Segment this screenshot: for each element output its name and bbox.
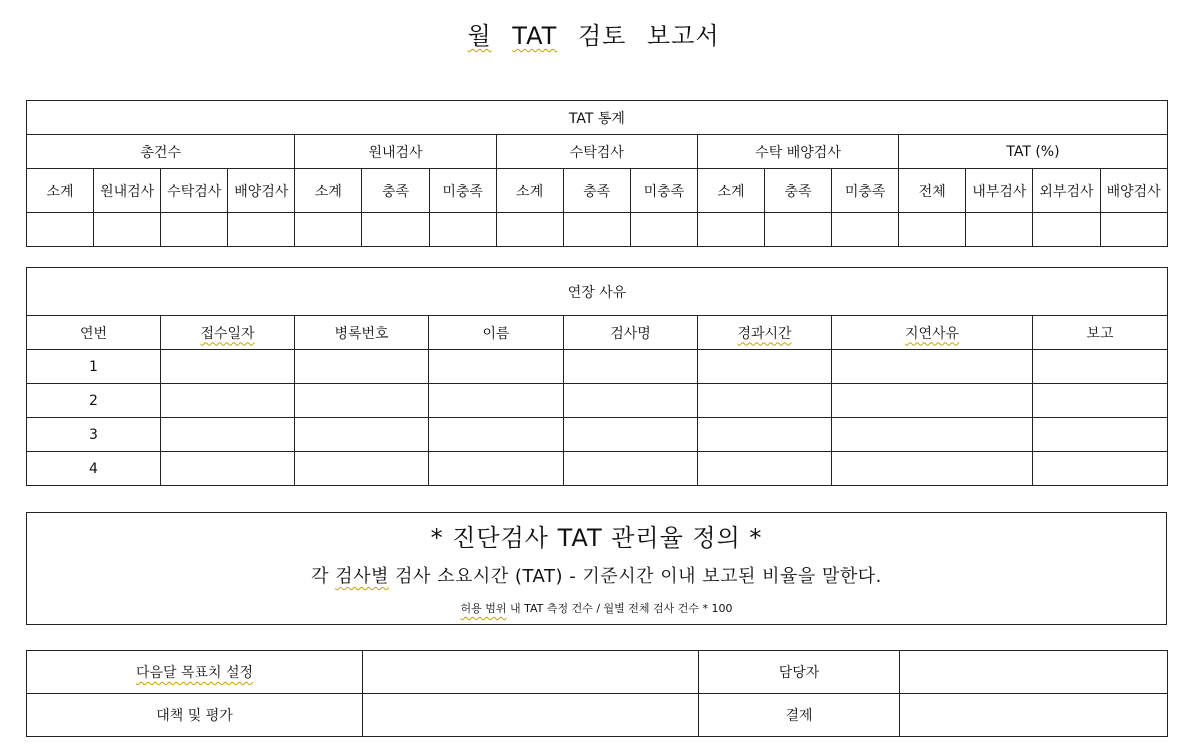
subheader-cell: 원내검사	[94, 169, 161, 213]
table-row	[27, 350, 1168, 384]
table-cell[interactable]	[295, 452, 429, 486]
row-number: 2	[27, 384, 161, 418]
manager-label: 담당자	[699, 651, 900, 694]
delay-reason-table	[26, 267, 1168, 486]
subheader-cell: 소계	[496, 169, 563, 213]
col-serial: 연번	[27, 316, 161, 350]
table-cell[interactable]	[564, 384, 698, 418]
col-test-name: 검사명	[564, 316, 698, 350]
definition-desc-rest: 검사 소요시간 (TAT) - 기준시간 이내 보고된 비율을 말한다.	[395, 566, 882, 587]
next-month-target-label	[27, 651, 363, 694]
group-tat-percent: TAT (%)	[899, 135, 1168, 169]
tat-value-cell[interactable]	[27, 213, 94, 247]
formula-underlined: 허용 범위	[460, 602, 507, 615]
tat-value-cell[interactable]	[1033, 213, 1100, 247]
title-review: 검토	[577, 22, 627, 50]
table-cell[interactable]	[295, 350, 429, 384]
table-cell[interactable]	[832, 350, 1033, 384]
col-elapsed-time	[698, 316, 832, 350]
table-cell[interactable]	[564, 418, 698, 452]
next-month-target-text: 다음달 목표치 설정	[135, 665, 254, 681]
manager-value[interactable]	[900, 651, 1168, 694]
col-report: 보고	[1033, 316, 1168, 350]
row-number: 3	[27, 418, 161, 452]
table-cell[interactable]	[698, 452, 832, 486]
subheader-cell: 수탁검사	[161, 169, 228, 213]
table-row	[27, 418, 1168, 452]
row-number: 1	[27, 350, 161, 384]
tat-value-cell[interactable]	[899, 213, 966, 247]
definition-formula	[27, 600, 1166, 616]
table-cell[interactable]	[161, 350, 295, 384]
tat-value-cell[interactable]	[1100, 213, 1167, 247]
subheader-cell: 내부검사	[966, 169, 1033, 213]
subheader-cell: 미충족	[832, 169, 899, 213]
definition-desc-underlined: 검사별	[335, 566, 389, 587]
tat-value-cell[interactable]	[697, 213, 764, 247]
subheader-cell: 소계	[27, 169, 94, 213]
row-number: 4	[27, 452, 161, 486]
subheader-cell: 배양검사	[1100, 169, 1167, 213]
col-delay-reason-label: 지연사유	[904, 325, 960, 342]
table-cell[interactable]	[698, 384, 832, 418]
table-cell[interactable]	[832, 452, 1033, 486]
tat-value-cell[interactable]	[228, 213, 295, 247]
tat-value-cell[interactable]	[161, 213, 228, 247]
group-inhouse-test: 원내검사	[295, 135, 496, 169]
table-cell[interactable]	[429, 384, 564, 418]
col-received-date	[161, 316, 295, 350]
title-month: 월	[467, 22, 492, 50]
col-delay-reason	[832, 316, 1033, 350]
tat-definition-box	[26, 512, 1167, 625]
subheader-cell: 충족	[362, 169, 429, 213]
title-tat: TAT	[512, 22, 558, 50]
plan-evaluation-value[interactable]	[363, 694, 699, 737]
tat-value-cell[interactable]	[429, 213, 496, 247]
definition-description	[27, 562, 1166, 588]
table-cell[interactable]	[1033, 384, 1168, 418]
subheader-cell: 미충족	[630, 169, 697, 213]
tat-value-cell[interactable]	[832, 213, 899, 247]
subheader-cell: 충족	[563, 169, 630, 213]
definition-desc-prefix: 각	[311, 566, 330, 587]
title-report: 보고서	[646, 22, 720, 50]
table-cell[interactable]	[698, 350, 832, 384]
group-total-count: 총건수	[27, 135, 295, 169]
table-cell[interactable]	[295, 418, 429, 452]
table-cell[interactable]	[429, 350, 564, 384]
table-cell[interactable]	[564, 452, 698, 486]
group-referral-test: 수탁검사	[496, 135, 697, 169]
subheader-cell: 미충족	[429, 169, 496, 213]
tat-value-cell[interactable]	[563, 213, 630, 247]
subheader-cell: 배양검사	[228, 169, 295, 213]
formula-rest: 내 TAT 측정 건수 / 월별 전체 검사 건수 * 100	[509, 602, 733, 615]
next-month-target-value[interactable]	[363, 651, 699, 694]
tat-stats-header: TAT 통계	[27, 101, 1168, 135]
table-cell[interactable]	[564, 350, 698, 384]
table-cell[interactable]	[1033, 350, 1168, 384]
tat-value-cell[interactable]	[966, 213, 1033, 247]
table-cell[interactable]	[1033, 452, 1168, 486]
tat-value-cell[interactable]	[630, 213, 697, 247]
subheader-cell: 외부검사	[1033, 169, 1100, 213]
table-row	[27, 452, 1168, 486]
table-cell[interactable]	[429, 418, 564, 452]
table-cell[interactable]	[295, 384, 429, 418]
subheader-cell: 소계	[697, 169, 764, 213]
table-cell[interactable]	[429, 452, 564, 486]
col-record-number: 병록번호	[295, 316, 429, 350]
group-referral-culture: 수탁 배양검사	[697, 135, 898, 169]
col-name: 이름	[429, 316, 564, 350]
table-cell[interactable]	[832, 418, 1033, 452]
tat-value-cell[interactable]	[496, 213, 563, 247]
table-cell[interactable]	[698, 418, 832, 452]
tat-value-cell[interactable]	[765, 213, 832, 247]
table-cell[interactable]	[832, 384, 1033, 418]
subheader-cell: 충족	[765, 169, 832, 213]
definition-title: * 진단검사 TAT 관리율 정의 *	[430, 524, 763, 552]
col-elapsed-time-label: 경과시간	[737, 325, 792, 342]
tat-stats-table	[26, 100, 1168, 247]
tat-value-cell[interactable]	[295, 213, 362, 247]
approval-label: 결제	[699, 694, 900, 737]
tat-value-cell[interactable]	[362, 213, 429, 247]
subheader-cell: 전체	[899, 169, 966, 213]
table-cell[interactable]	[161, 452, 295, 486]
delay-reason-header: 연장 사유	[27, 268, 1168, 316]
col-received-date-label: 접수일자	[200, 325, 255, 342]
table-cell[interactable]	[161, 384, 295, 418]
footer-table	[26, 650, 1168, 737]
tat-value-cell[interactable]	[94, 213, 161, 247]
plan-evaluation-label: 대책 및 평가	[27, 694, 363, 737]
subheader-cell: 소계	[295, 169, 362, 213]
table-cell[interactable]	[1033, 418, 1168, 452]
page-title	[0, 16, 1187, 51]
table-cell[interactable]	[161, 418, 295, 452]
approval-value[interactable]	[900, 694, 1168, 737]
table-row	[27, 384, 1168, 418]
